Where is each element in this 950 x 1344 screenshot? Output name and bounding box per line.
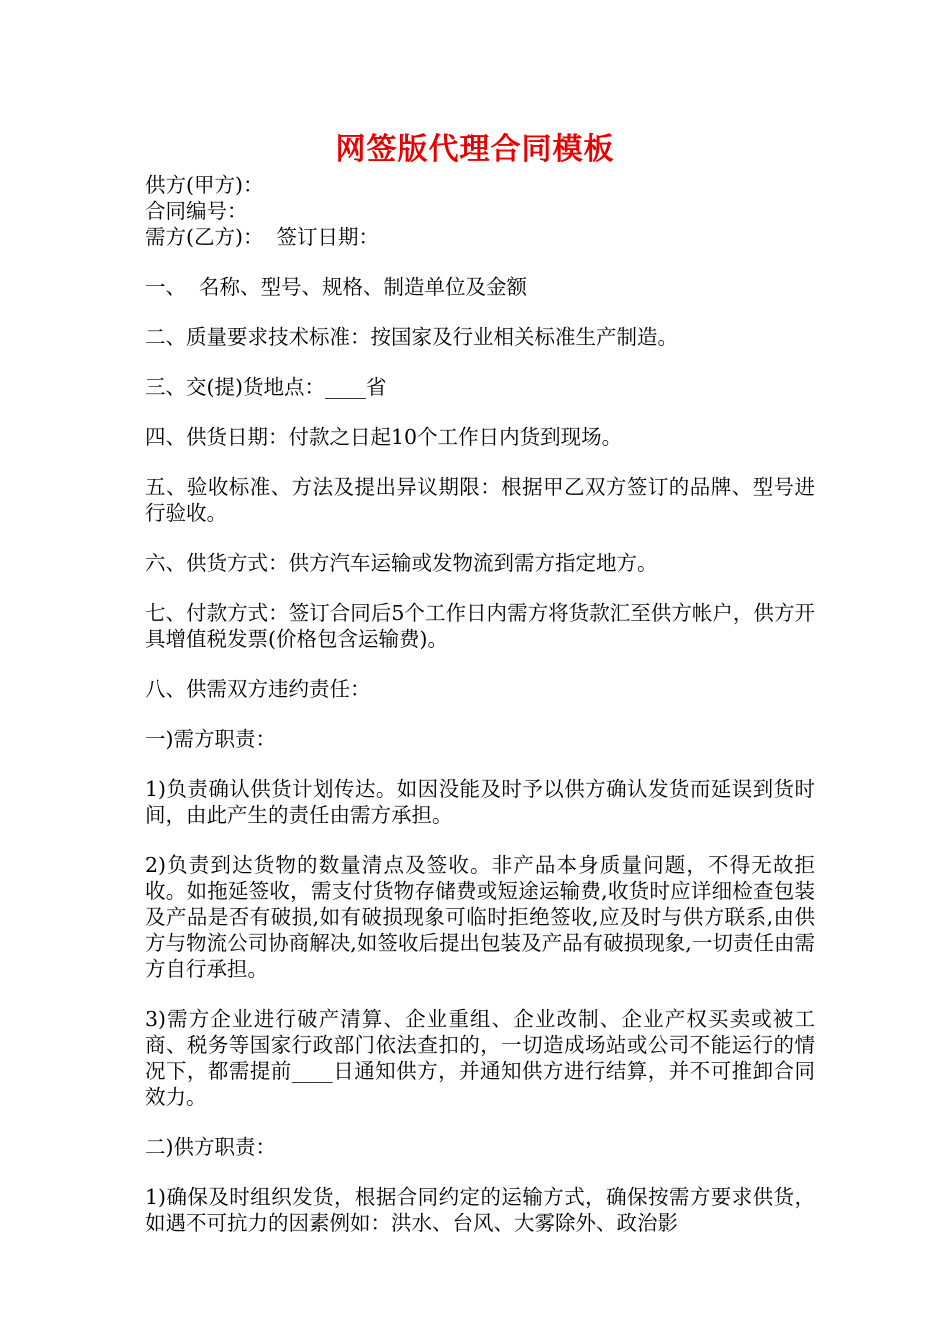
clause-6: 六、供货方式：供方汽车运输或发物流到需方指定地方。 (145, 551, 658, 575)
buyer-duty-3: 3)需方企业进行破产清算、企业重组、企业改制、企业产权买卖或被工商、税务等国家行政部门依法查扣的，一切造成场站或公司不能运行的情况下，都需提前____日通知供方，并通知供方进行结算，并不可推卸合同效力。 (145, 1007, 815, 1109)
clause-7: 七、付款方式：签订合同后5个工作日内需方将货款汇至供方帐户，供方开具增值税发票(价格包含运输费)。 (145, 601, 815, 651)
supplier-line: 供方(甲方)： (145, 173, 264, 197)
supplier-duties-heading: 二)供方职责： (145, 1135, 276, 1159)
contract-number-line: 合同编号： (145, 199, 248, 223)
buyer-date-line: 需方(乙方)： 签订日期： (145, 225, 380, 249)
document-title: 网签版代理合同模板 (335, 132, 615, 167)
clause-5: 五、验收标准、方法及提出异议期限：根据甲乙双方签订的品牌、型号进行验收。 (145, 475, 815, 525)
supplier-duty-1: 1)确保及时组织发货，根据合同约定的运输方式，确保按需方要求供货，如遇不可抗力的因素例如：洪水、台风、大雾除外、政治影 (145, 1185, 815, 1235)
buyer-duty-2: 2)负责到达货物的数量清点及签收。非产品本身质量问题，不得无故拒收。如拖延签收，需支付货物存储费或短途运输费,收货时应详细检查包装及产品是否有破损,如有破损现象可临时拒绝签收,应及时与供方联系,由供方与物流公司协商解决,如签收后提出包装及产品有破损现象,一切责任由需方自行承担。 (145, 853, 815, 981)
clause-3: 三、交(提)货地点：____省 (145, 375, 387, 399)
buyer-duties-heading: 一)需方职责： (145, 727, 276, 751)
document-body (145, 172, 815, 1260)
clause-2: 二、质量要求技术标准：按国家及行业相关标准生产制造。 (145, 325, 678, 349)
clause-1: 一、 名称、型号、规格、制造单位及金额 (145, 275, 528, 299)
clause-4: 四、供货日期：付款之日起10个工作日内货到现场。 (145, 425, 623, 449)
buyer-duty-1: 1)负责确认供货计划传达。如因没能及时予以供方确认发货而延误到货时间，由此产生的责任由需方承担。 (145, 777, 815, 827)
clause-8: 八、供需双方违约责任： (145, 677, 371, 701)
header-block (145, 172, 815, 250)
